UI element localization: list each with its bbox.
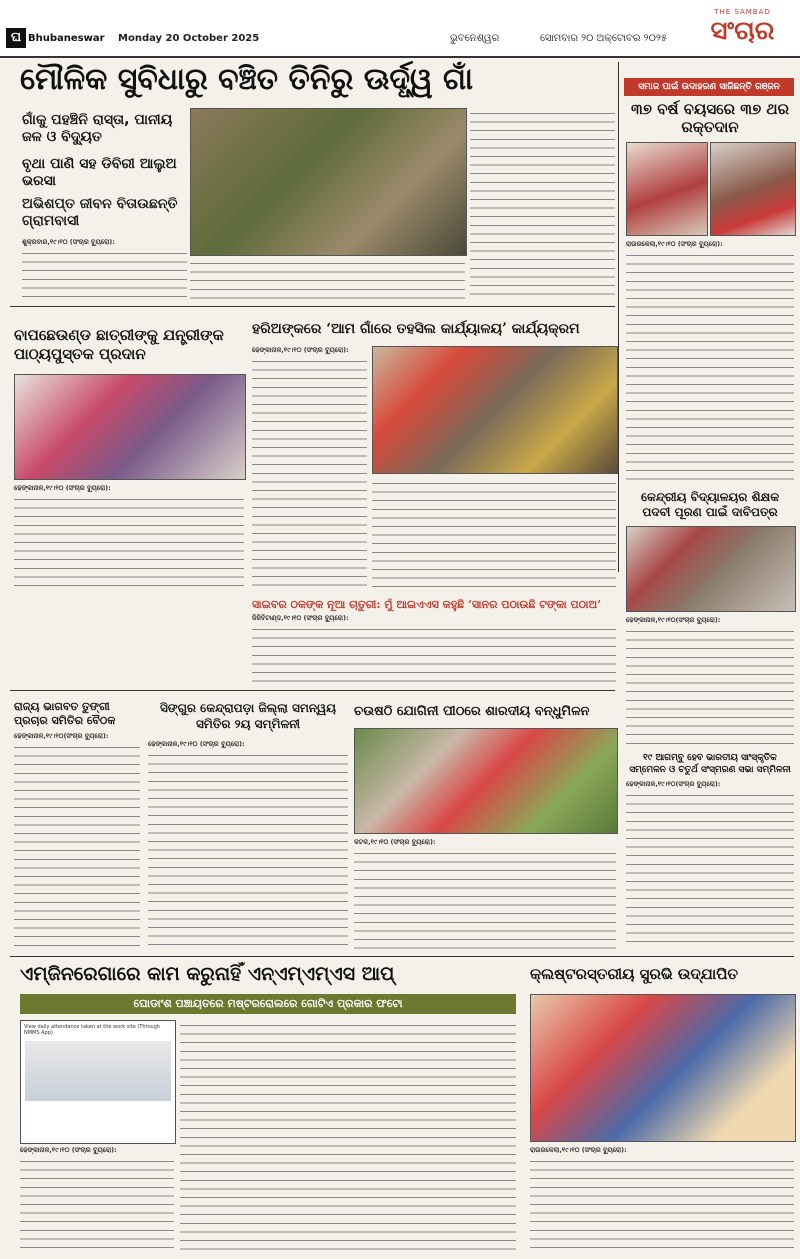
temple-photo — [354, 728, 618, 834]
city-label-odia: ଭୁବନେଶ୍ୱର — [450, 33, 500, 44]
teacher-headline: କେନ୍ଦ୍ରୀୟ ବିଦ୍ୟାଳୟର ଶିକ୍ଷକ ପଦବୀ ପୂରଣ ପାଇଁ ଦାବିପତ୍ର — [640, 490, 780, 519]
cluster-headline: କ୍ଲଷ୍ଟରସ୍ତରୀୟ ସୁରଭି ଉଦ୍ଯାପିତ — [530, 965, 739, 983]
lead-body-col3 — [470, 108, 615, 302]
culture-headline: ୧୯ ଆଗମ୍ବୁ ହେବ ଭାରତୀୟ ସାଂସ୍କୃତିକ ସମ୍ମେଳନ ଓ ଚତୁର୍ଥ ସଂସ୍ମରଣ ସଭା ସମ୍ମିଳନୀ — [629, 753, 791, 775]
cluster-dateline: ରାଉରକେଲା,୧୯।୧୦ (ସଂଚାର ବ୍ୟୁରୋ): — [530, 1146, 627, 1154]
books-dateline: ଢେଙ୍କାନାଳ,୧୯।୧୦ (ସଂଚାର ବ୍ୟୁରୋ): — [14, 484, 111, 492]
meeting-dateline: ଢେଙ୍କାନାଳ,୧୯।୧୦ (ସଂଚାର ବ୍ୟୁରୋ): — [148, 740, 245, 748]
teacher-dateline: ଢେଙ୍କାନାଳ,୧୯।୧୦(ସଂଚାର ବ୍ୟୁରୋ): — [626, 616, 721, 624]
app-screenshot — [20, 1020, 176, 1144]
village-headline: ହରିଅଙ୍କରେ ‘ଆମ ଗାଁରେ ତହସିଲ କାର୍ଯ୍ୟାଳୟ’ କାର୍ଯ୍ୟକ୍ରମ — [252, 321, 580, 337]
village-body-col1 — [252, 356, 367, 592]
committee-dateline: ଢେଙ୍କାନାଳ,୧୯।୧୦(ସଂଚାର ବ୍ୟୁରୋ): — [14, 732, 109, 740]
lead-subhead-2: ବୃଥା ପାଣି ସହ ଡିବିରୀ ଆଲୁଅ ଭରସା — [22, 156, 177, 189]
fraud-dateline: ଜିଜିବିଟାଣ୍ଡ,୧୯।୧୦ (ସଂଚାର ବ୍ୟୁରୋ): — [252, 614, 349, 622]
app-body-col2 — [180, 1020, 516, 1254]
lead-headline: ମୌଳିକ ସୁବିଧାରୁ ବଞ୍ଚିତ ତିନିରୁ ଊର୍ଦ୍ଧ୍ୱ ଗାଁ — [20, 62, 473, 97]
lead-subhead-3: ଅଭିଶପ୍ତ ଜୀବନ ବିତାଉଛନ୍ତି ଗ୍ରାମବାସୀ — [22, 196, 178, 229]
books-headline: ବାପଛେଉଣ୍ଡ ଛାତ୍ରୀଙ୍କୁ ଯନ୍ତ୍ରୀଙ୍କ ପାଠ୍ୟପୁସ୍ତକ ପ୍ରଦାନ — [14, 326, 224, 363]
page-letter: ଘ — [6, 28, 26, 48]
app-dateline: ଢେଙ୍କାନାଳ,୧୯।୧୦ (ସଂଚାର ବ୍ୟୁରୋ): — [20, 1146, 117, 1154]
fraud-body — [252, 624, 616, 684]
meeting-body — [148, 750, 348, 950]
committee-headline: ରାଜ୍ୟ ଭାଗବତ ତୁଙ୍ଗୀ ପ୍ରଚାର ସମିତିର ବୈଠକ — [14, 700, 116, 727]
teacher-body — [626, 626, 794, 746]
books-photo — [14, 374, 246, 480]
lead-subhead-1: ଗାଁକୁ ପହଞ୍ଚିନି ରାସ୍ତା, ପାନୀୟ ଜଳ ଓ ବିଦ୍ୟୁତ — [22, 112, 173, 145]
section-divider — [10, 306, 615, 307]
lead-photo — [190, 108, 467, 256]
village-dateline: ଢେଙ୍କାନାଳ,୧୯।୧୦ (ସଂଚାର ବ୍ୟୁରୋ): — [252, 346, 349, 354]
sidebar-banner: ସମାଜ ପାଇଁ ଉଦାହରଣ ସାଜିଛନ୍ତି ରଞ୍ଜନ — [624, 78, 794, 96]
culture-body — [626, 790, 794, 950]
sidebar-dateline: ରାଉରକେଲା,୧୯।୧୦ (ସଂଚାର ବ୍ୟୁରୋ): — [626, 240, 723, 248]
app-screenshot-title: View daily attendance taken at the work site (Through NMMS App) — [24, 1024, 161, 1036]
lead-dateline: ଶୁକ୍ରବାର,୧୯।୧୦ (ସଂଚାର ବ୍ୟୁରୋ): — [22, 238, 115, 246]
sidebar-body — [626, 250, 794, 482]
lead-body-col1 — [22, 248, 187, 302]
village-photo — [372, 346, 618, 474]
temple-body — [354, 848, 616, 950]
lead-body-under-photo — [190, 258, 465, 302]
logo-tagline: THE SAMBAD — [714, 8, 771, 16]
sidebar-photo-2 — [710, 142, 796, 236]
masthead — [0, 0, 800, 58]
fraud-headline: ସାଇବର ଠକଙ୍କ ନୂଆ ଚାତୁରୀ: ମୁଁ ଆଇଏଏସ କହୁଛି ‘ସାନର ପଠାଉଛି ଟଙ୍କା ପଠାଅ’ — [252, 598, 602, 611]
column-divider — [618, 62, 619, 572]
date-label-odia: ସୋମବାର ୨୦ ଅକ୍ଟୋବର ୨୦୨୫ — [540, 33, 668, 44]
app-screenshot-content — [25, 1041, 171, 1101]
app-headline: ଏମ୍ଜିନରେଗାରେ କାମ କରୁନାହିଁ ଏନ୍ଏମ୍ଏମ୍ଏସ ଆପ୍ — [20, 963, 395, 985]
committee-body — [14, 742, 140, 950]
app-subhead-bar: ଘୋଡାଂଶ ପଞ୍ଚାୟତରେ ମଷ୍ଟରରୋଲରେ ଗୋଟିଏ ପ୍ରକାର ଫଟୋ — [20, 994, 516, 1014]
section-divider — [10, 690, 615, 691]
city-label: Bhubaneswar — [28, 33, 105, 44]
teacher-photo — [626, 526, 796, 612]
logo-text: ସଂଚାର — [710, 16, 775, 46]
cluster-photo — [530, 994, 796, 1142]
newspaper-logo — [690, 8, 795, 52]
cluster-body — [530, 1156, 794, 1254]
date-label: Monday 20 October 2025 — [118, 33, 260, 44]
temple-dateline: କଟକ,୧୯।୧୦ (ସଂଚାର ବ୍ୟୁରୋ): — [354, 838, 436, 846]
sidebar-photo-1 — [626, 142, 708, 236]
sidebar-headline: ୩୭ ବର୍ଷ ବୟସରେ ୩୭ ଥର ରକ୍ତଦାନ — [631, 100, 789, 136]
meeting-headline: ସିଙ୍ଗୁର କେନ୍ଦ୍ରାପଡ଼ା ଜିଲ୍ଲା ସମନ୍ୱୟ ସମିତିର ୨ୟ ସମ୍ମିଳନୀ — [159, 701, 337, 731]
section-divider — [10, 956, 794, 957]
village-body-col2 — [372, 478, 616, 592]
culture-dateline: ଢେଙ୍କାନାଳ,୧୯।୧୦(ସଂଚାର ବ୍ୟୁରୋ): — [626, 780, 721, 788]
books-body — [14, 494, 244, 592]
app-body-col1 — [20, 1156, 174, 1254]
temple-headline: ଚଉଷଠି ଯୋଗିନୀ ପୀଠରେ ଶାରଦୀୟ ବନ୍ଧୁମିଳନ — [354, 704, 590, 719]
